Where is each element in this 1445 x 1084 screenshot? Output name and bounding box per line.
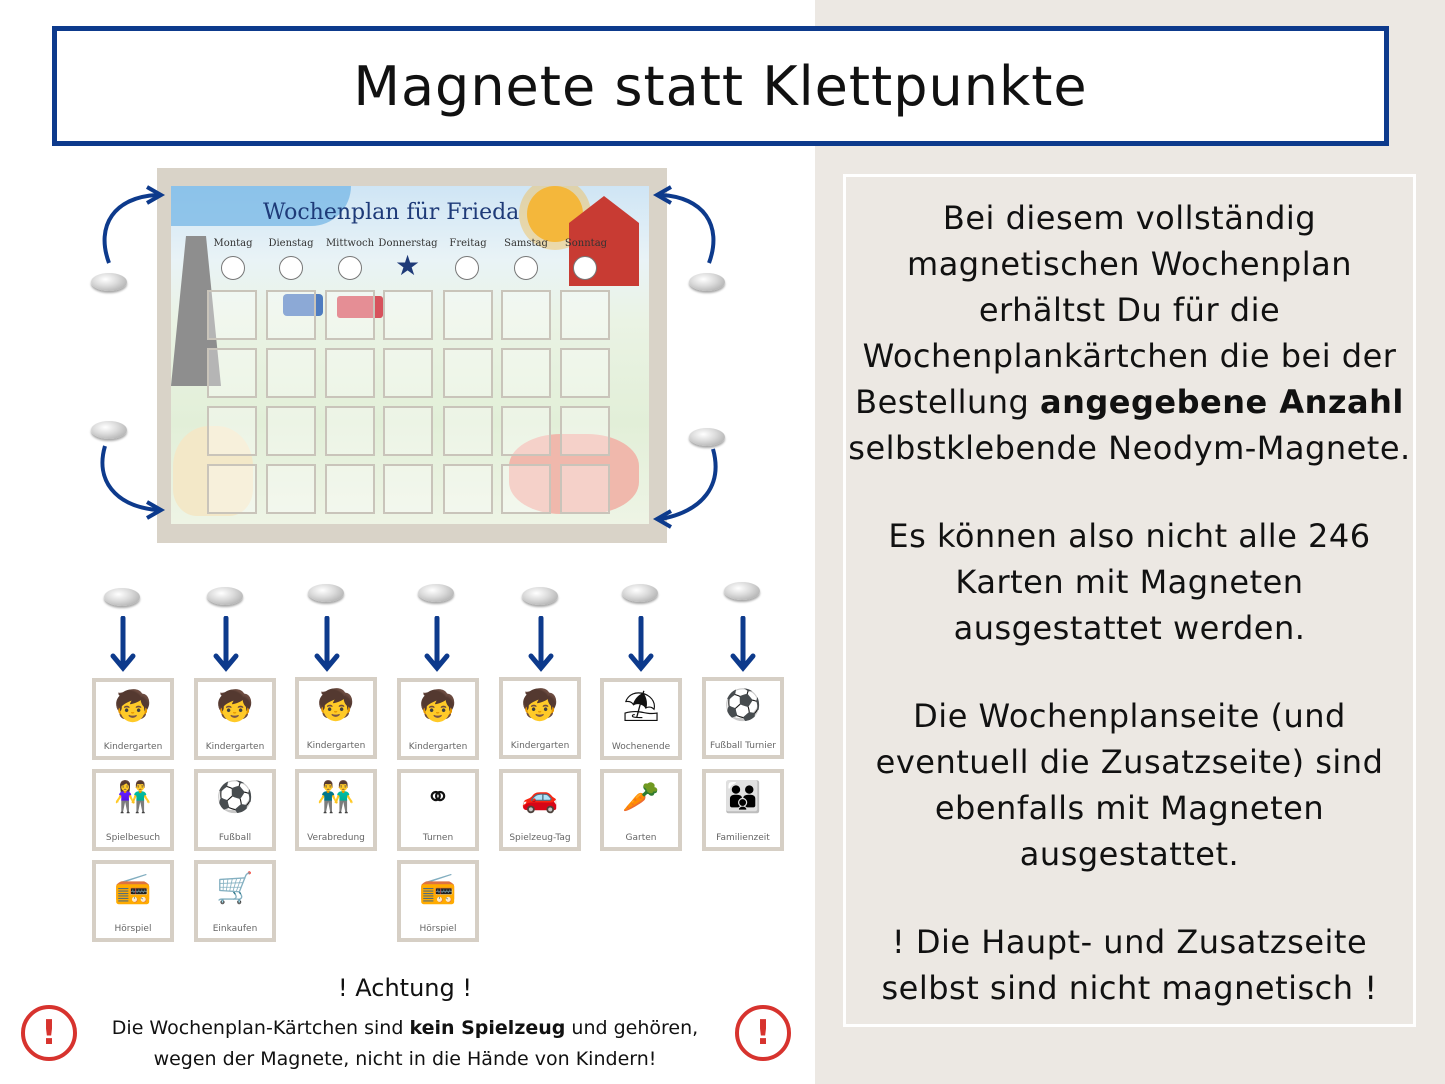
vegetables-icon: 🥕 — [622, 780, 660, 815]
planner-slot[interactable] — [501, 290, 551, 340]
planner-card[interactable] — [92, 769, 174, 851]
planner-slot[interactable] — [443, 348, 493, 398]
day-marker[interactable] — [455, 256, 479, 280]
down-arrow-icon — [626, 616, 656, 672]
planner-card[interactable] — [600, 769, 682, 851]
day-label: Sonntag — [564, 238, 608, 249]
card-label: Hörspiel — [419, 924, 457, 934]
day-label: Freitag — [449, 238, 487, 249]
football-icon: ⚽ — [216, 780, 254, 815]
planner-slot[interactable] — [207, 290, 257, 340]
planner-card[interactable] — [194, 678, 276, 760]
planner-card[interactable] — [295, 677, 377, 759]
planner-slot[interactable] — [383, 290, 433, 340]
kindergarten-icon: 🧒 — [521, 688, 559, 723]
planner-slot[interactable] — [383, 406, 433, 456]
planner-slot[interactable] — [443, 406, 493, 456]
shopping-box-icon: 🛒 — [216, 871, 254, 906]
card-label: Fußball — [218, 833, 252, 843]
down-arrow-icon — [728, 616, 758, 672]
planner-slot[interactable] — [325, 406, 375, 456]
page-title: Magnete statt Klettpunkte — [353, 54, 1088, 118]
info-paragraph: Bei diesem vollständig magnetischen Wochenplan erhältst Du für die Wochenplankärtchen die bei der Bestellung angegebene Anzahl selbstklebende Neodym-Magnete. — [848, 199, 1411, 467]
planner-slot[interactable] — [443, 464, 493, 514]
card-label: Kindergarten — [408, 742, 468, 752]
day-marker[interactable] — [221, 256, 245, 280]
planner-card[interactable] — [92, 860, 174, 942]
planner-card[interactable] — [397, 860, 479, 942]
planner-slot[interactable] — [383, 348, 433, 398]
planner-slot[interactable] — [325, 348, 375, 398]
magnet-icon — [689, 273, 725, 291]
planner-card[interactable] — [92, 678, 174, 760]
info-panel — [843, 174, 1416, 1027]
card-label: Einkaufen — [212, 924, 258, 934]
magnet-icon — [91, 421, 127, 439]
magnet-icon — [207, 587, 243, 605]
down-arrow-icon — [526, 616, 556, 672]
card-label: Turnen — [422, 833, 454, 843]
day-label: Montag — [213, 238, 253, 249]
rings-icon: ⚭ — [425, 780, 451, 815]
kindergarten-icon: 🧒 — [317, 688, 355, 723]
card-label: Familienzeit — [716, 833, 770, 843]
kindergarten-icon: 🧒 — [216, 689, 254, 724]
planner-slot[interactable] — [560, 348, 610, 398]
magnet-icon — [104, 588, 140, 606]
planner-slot[interactable] — [266, 406, 316, 456]
planner-slot[interactable] — [383, 464, 433, 514]
info-paragraph: Es können also nicht alle 246 Karten mit Magneten ausgestattet werden. — [888, 517, 1371, 647]
curved-arrow-icon — [95, 185, 175, 275]
soccer-kids-icon: ⚽ — [724, 688, 762, 723]
magnet-icon — [308, 584, 344, 602]
card-label: Fußball Turnier — [710, 741, 776, 751]
weekly-planner-board — [171, 186, 649, 524]
planner-heading: Wochenplan für Frieda — [263, 200, 520, 225]
planner-slot[interactable] — [325, 464, 375, 514]
down-arrow-icon — [312, 616, 342, 672]
card-label: Spielzeug-Tag — [509, 833, 571, 843]
radio-icon: 📻 — [419, 871, 457, 906]
family-icon: 👪 — [724, 780, 762, 815]
curved-arrow-icon — [645, 445, 725, 535]
planner-slot[interactable] — [501, 464, 551, 514]
info-paragraph: ! Die Haupt- und Zusatzseite selbst sind nicht magnetisch ! — [881, 923, 1378, 1007]
planner-slot[interactable] — [560, 464, 610, 514]
planner-slot[interactable] — [207, 406, 257, 456]
planner-card[interactable] — [702, 677, 784, 759]
planner-card[interactable] — [702, 769, 784, 851]
planner-slot[interactable] — [501, 406, 551, 456]
planner-card[interactable] — [499, 769, 581, 851]
warning-title: ! Achtung ! — [338, 974, 472, 1002]
card-label: Verabredung — [307, 833, 365, 843]
card-label: Kindergarten — [205, 742, 265, 752]
warning-icon: ! — [735, 1005, 791, 1061]
meeting-icon: 👬 — [317, 780, 355, 815]
card-label: Kindergarten — [306, 741, 366, 751]
planner-slot[interactable] — [325, 290, 375, 340]
planner-slot[interactable] — [207, 348, 257, 398]
warning-icon: ! — [21, 1005, 77, 1061]
day-label: Samstag — [504, 238, 548, 249]
magnet-icon — [689, 428, 725, 446]
card-label: Kindergarten — [103, 742, 163, 752]
magnet-icon — [522, 587, 558, 605]
magnet-icon — [91, 273, 127, 291]
day-marker[interactable] — [338, 256, 362, 280]
planner-card[interactable] — [194, 860, 276, 942]
card-label: Kindergarten — [510, 741, 570, 751]
warning-text: Die Wochenplan-Kärtchen sind kein Spielzeug und gehören, wegen der Magnete, nicht in die Hände von Kindern! — [111, 1017, 699, 1070]
planner-slot[interactable] — [266, 290, 316, 340]
curved-arrow-icon — [645, 185, 725, 275]
planner-slot[interactable] — [560, 290, 610, 340]
day-label: Mittwoch — [325, 238, 375, 249]
card-label: Spielbesuch — [105, 833, 161, 843]
kindergarten-icon: 🧒 — [419, 689, 457, 724]
card-label: Wochenende — [611, 742, 671, 752]
card-label: Garten — [625, 833, 657, 843]
title-banner — [52, 26, 1389, 146]
down-arrow-icon — [211, 616, 241, 672]
info-paragraph: Die Wochenplanseite (und eventuell die Zusatzseite) sind ebenfalls mit Magneten ausgestattet. — [875, 697, 1384, 873]
day-marker[interactable] — [279, 256, 303, 280]
planner-card[interactable] — [600, 678, 682, 760]
down-arrow-icon — [108, 616, 138, 672]
playdate-icon: 👫 — [114, 780, 152, 815]
curved-arrow-icon — [95, 440, 175, 530]
magnet-icon — [724, 582, 760, 600]
day-label: Dienstag — [268, 238, 314, 249]
day-label: Donnerstag — [378, 238, 438, 249]
planner-slot[interactable] — [501, 348, 551, 398]
planner-card[interactable] — [295, 769, 377, 851]
planner-slot[interactable] — [560, 406, 610, 456]
toy-car-icon: 🚗 — [521, 780, 559, 815]
down-arrow-icon — [422, 616, 452, 672]
planner-card[interactable] — [397, 769, 479, 851]
planner-card[interactable] — [194, 769, 276, 851]
star-icon[interactable]: ★ — [395, 249, 421, 282]
magnet-icon — [622, 584, 658, 602]
day-marker[interactable] — [514, 256, 538, 280]
day-marker[interactable] — [573, 256, 597, 280]
planner-slot[interactable] — [266, 464, 316, 514]
kindergarten-icon: 🧒 — [114, 689, 152, 724]
planner-card[interactable] — [397, 678, 479, 760]
planner-card[interactable] — [499, 677, 581, 759]
magnet-icon — [418, 584, 454, 602]
planner-slot[interactable] — [207, 464, 257, 514]
radio-icon: 📻 — [114, 871, 152, 906]
planner-slot[interactable] — [443, 290, 493, 340]
card-label: Hörspiel — [114, 924, 152, 934]
planner-slot[interactable] — [266, 348, 316, 398]
hammock-icon: ⛱ — [621, 689, 661, 724]
